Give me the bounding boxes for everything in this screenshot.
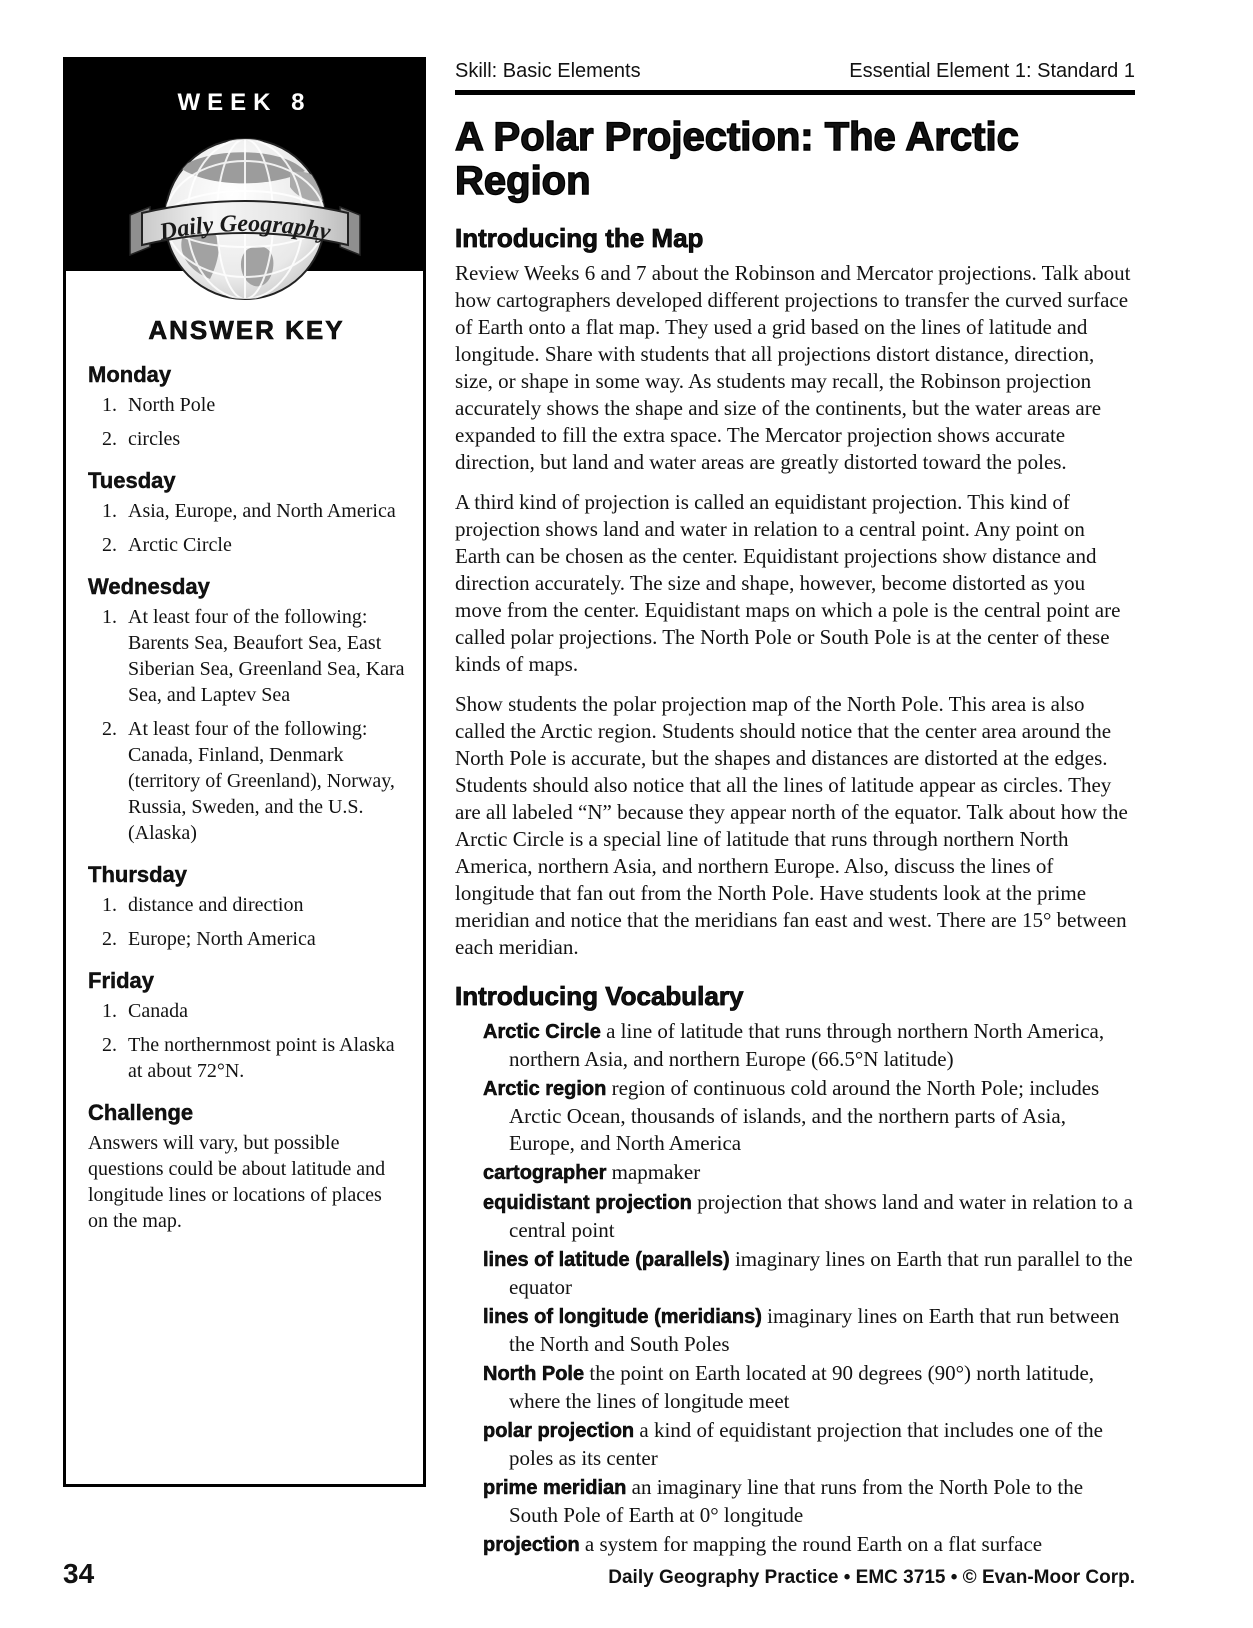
skill-label: Skill: Basic Elements [455, 60, 641, 82]
vocab-entry [483, 1417, 1135, 1472]
vocab-definition: the point on Earth located at 90 degrees (90°) north latitude, where the lines of longitude meet [509, 1361, 1095, 1413]
answer-day-section [88, 468, 405, 558]
vocab-definition: an imaginary line that runs from the North Pole to the South Pole of Earth at 0° longitude [509, 1475, 1084, 1527]
week-label: WEEK 8 [177, 89, 312, 116]
answer-item: The northernmost point is Alaska at about 72°N. [128, 1034, 395, 1082]
vocab-entry [483, 1018, 1135, 1073]
vocab-term: prime meridian [483, 1477, 627, 1499]
day-heading: Wednesday [88, 574, 210, 599]
answer-item: North Pole [128, 394, 216, 416]
page-number: 34 [63, 1558, 95, 1589]
vocab-term: equidistant projection [483, 1192, 692, 1214]
answer-item: distance and direction [128, 894, 304, 916]
vocab-term: Arctic region [483, 1078, 607, 1100]
page-title: A Polar Projection: The Arctic Region [455, 115, 1019, 203]
intro-map-heading: Introducing the Map [455, 223, 704, 253]
vocab-term: polar projection [483, 1420, 635, 1442]
day-heading: Monday [88, 362, 172, 387]
footer-credit: Daily Geography Practice • EMC 3715 • © Evan-Moor Corp. [608, 1567, 1135, 1588]
globe-logo [120, 135, 370, 305]
vocab-entry [483, 1189, 1135, 1244]
answer-day-section [88, 968, 405, 1084]
paragraph: Review Weeks 6 and 7 about the Robinson and Mercator projections. Talk about how cartographers developed different projections to transfer the curved surface of Earth onto a flat map. They used a grid based on the lines of latitude and longitude. Share with students that all projections distort distance, direction, size, or shape in some way. As students may recall, the Robinson projection accurately shows the shape and size of the continents, but the water areas are expanded to fill the extra space. The Mercator projection shows accurate direction, but land and water areas are greatly distorted toward the poles. [455, 261, 1131, 474]
vocab-entry [483, 1360, 1135, 1415]
intro-map-paragraphs [455, 260, 1135, 961]
day-heading: Thursday [88, 862, 188, 887]
vocab-term: Arctic Circle [483, 1021, 601, 1043]
day-heading: Tuesday [88, 468, 176, 493]
answer-list [88, 998, 405, 1084]
vocab-term: lines of longitude (meridians) [483, 1306, 762, 1328]
answer-list [88, 604, 405, 846]
answer-day-section [88, 862, 405, 952]
logo-text: Daily Geography [156, 210, 333, 246]
answer-list [88, 498, 405, 558]
answer-list [88, 892, 405, 952]
vocab-definition: a kind of equidistant projection that includes one of the poles as its center [509, 1418, 1104, 1470]
vocab-entry [483, 1531, 1135, 1559]
challenge-heading: Challenge [88, 1100, 194, 1125]
answer-item: At least four of the following: Canada, Finland, Denmark (territory of Greenland), Norway, Russia, Sweden, and the U.S. (Alaska) [128, 718, 395, 844]
vocab-definition: a line of latitude that runs through northern North America, northern Asia, and northern Europe (66.5°N latitude) [509, 1019, 1105, 1071]
vocab-definition: imaginary lines on Earth that run parallel to the equator [509, 1247, 1133, 1299]
answer-key-box [63, 268, 426, 1487]
answer-item: Asia, Europe, and North America [128, 500, 396, 522]
answer-day-section [88, 362, 405, 452]
answer-list [88, 392, 405, 452]
vocab-definition: projection that shows land and water in relation to a central point [509, 1190, 1133, 1242]
answer-item: circles [128, 428, 181, 450]
page-header-rule [455, 60, 1135, 95]
vocab-entry [483, 1474, 1135, 1529]
challenge-text: Answers will vary, but possible questions could be about latitude and longitude lines or locations of places on the map. [88, 1132, 386, 1232]
answer-key-sidebar [63, 57, 426, 1487]
answer-item: At least four of the following: Barents Sea, Beaufort Sea, East Siberian Sea, Greenland Sea, Kara Sea, and Laptev Sea [128, 606, 405, 706]
vocab-term: cartographer [483, 1162, 607, 1184]
answer-item: Arctic Circle [128, 534, 232, 556]
paragraph: A third kind of projection is called an equidistant projection. This kind of projection shows land and water in relation to a central point. Any point on Earth can be chosen as the center. Equidistant projections show distance and direction accurately. The size and shape, however, become distorted as you move from the center. Equidistant maps on which a pole is the central point are called polar projections. The North Pole or South Pole is at the center of these kinds of maps. [455, 490, 1121, 676]
vocab-definition: imaginary lines on Earth that run between the North and South Poles [509, 1304, 1120, 1356]
standard-label: Essential Element 1: Standard 1 [849, 60, 1135, 82]
vocab-entry [483, 1303, 1135, 1358]
answer-key-days [88, 362, 405, 1084]
answer-item: Europe; North America [128, 928, 316, 950]
page-footer [63, 1558, 1135, 1590]
answer-item: Canada [128, 1000, 188, 1022]
vocab-entry [483, 1159, 1135, 1187]
vocab-term: North Pole [483, 1363, 585, 1385]
lesson-main [455, 60, 1135, 1561]
vocab-entry [483, 1075, 1135, 1157]
answer-day-section [88, 574, 405, 846]
vocabulary-list [455, 1018, 1135, 1559]
vocabulary-heading: Introducing Vocabulary [455, 981, 744, 1011]
day-heading: Friday [88, 968, 155, 993]
vocab-term: lines of latitude (parallels) [483, 1249, 730, 1271]
vocab-entry [483, 1246, 1135, 1301]
vocab-definition: a system for mapping the round Earth on a flat surface [584, 1532, 1043, 1556]
answer-key-title: ANSWER KEY [148, 315, 345, 345]
vocab-definition: region of continuous cold around the North Pole; includes Arctic Ocean, thousands of islands, and the northern parts of Asia, Europe, and North America [509, 1076, 1100, 1155]
paragraph: Show students the polar projection map of the North Pole. This area is also called the Arctic region. Students should notice that the center area around the North Pole is accurate, but the shapes and distances are distorted at the edges. Students should also notice that all the lines of latitude appear as circles. They are all labeled “N” because they appear north of the equator. Talk about how the Arctic Circle is a special line of latitude that runs through northern North America, northern Asia, and northern Europe. Also, discuss the lines of longitude that fan out from the North Pole. Have students look at the prime meridian and notice that the meridians fan east and west. There are 15° between each meridian. [455, 692, 1128, 959]
challenge-section [88, 1100, 405, 1234]
vocab-definition: mapmaker [611, 1160, 701, 1184]
vocab-term: projection [483, 1534, 580, 1556]
